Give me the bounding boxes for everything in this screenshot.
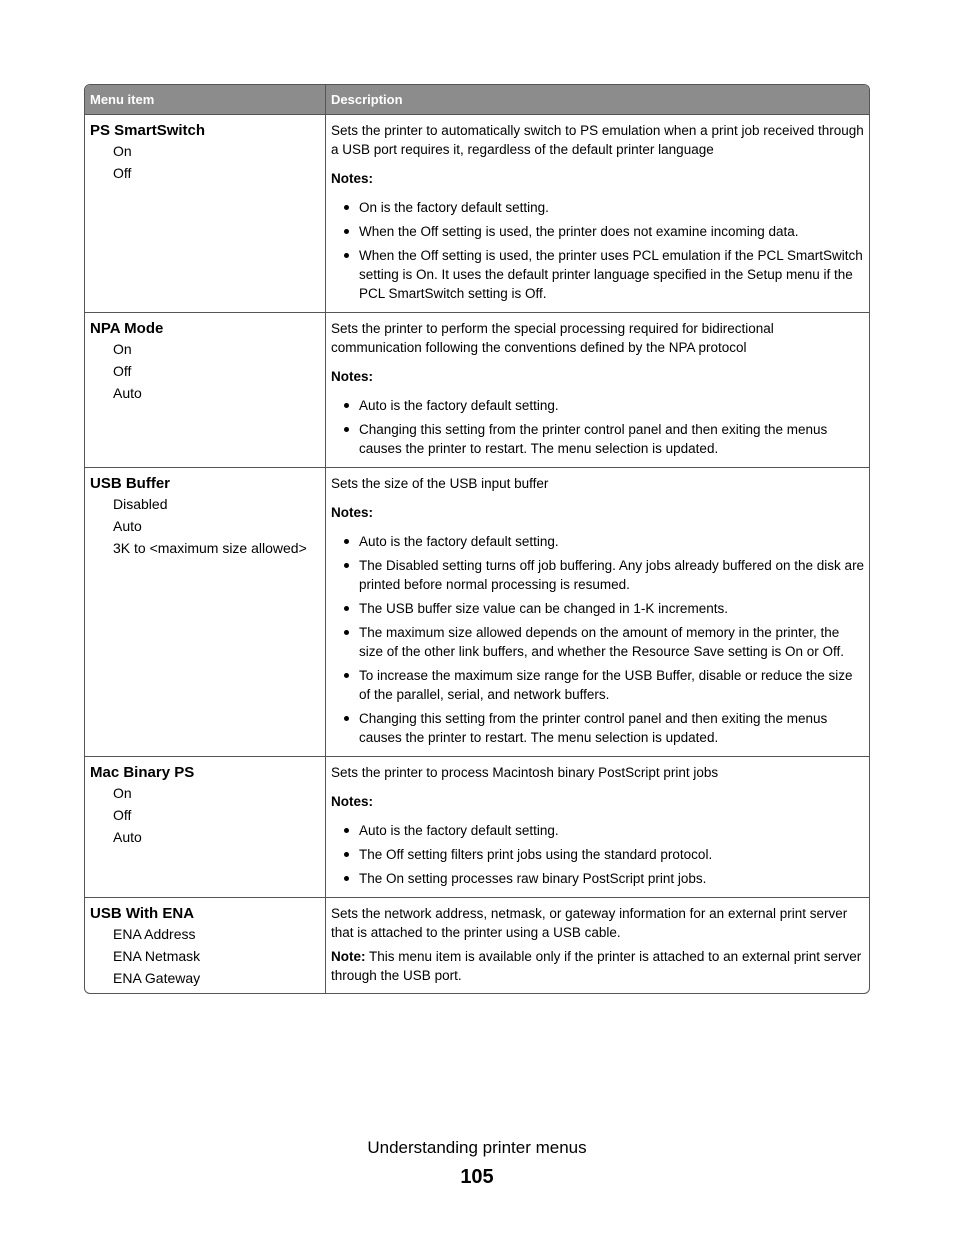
note-item: On is the factory default setting. [331,198,865,217]
note-item: Changing this setting from the printer control panel and then exiting the menus causes the printer to restart. The menu selection is updated. [331,709,865,747]
note-item: The On setting processes raw binary PostScript print jobs. [331,869,865,888]
notes-label: Notes: [331,505,374,520]
menu-option: Off [113,363,132,379]
note-item: Auto is the factory default setting. [331,821,865,840]
menu-option: On [113,785,132,801]
note-item: Auto is the factory default setting. [331,396,865,415]
description-cell [326,898,869,993]
description-text: Sets the network address, netmask, or gateway information for an external print server that is attached to the printer using a USB cable. [331,906,848,940]
note-item: The Off setting filters print jobs using the standard protocol. [331,845,865,864]
header-menu-item: Menu item [85,85,326,114]
table-row [85,115,869,313]
page-number: 105 [460,1166,494,1188]
menu-option: ENA Netmask [113,948,201,964]
description-text: Sets the size of the USB input buffer [331,476,549,491]
note-item: When the Off setting is used, the printer uses PCL emulation if the PCL SmartSwitch setting is On. It uses the default printer language specified in the Setup menu if the PCL SmartSwitch setting is Off. [331,246,865,303]
menu-table [84,84,870,994]
menu-item-title: PS SmartSwitch [90,122,206,139]
table-row [85,898,869,993]
description-text: Sets the printer to perform the special processing required for bidirectional communication following the conventions defined by the NPA protocol [331,321,774,355]
table-row [85,468,869,757]
menu-option: Disabled [113,496,168,512]
table-row [85,757,869,898]
menu-item-cell [85,313,326,467]
menu-item-title: USB With ENA [90,905,195,922]
menu-item-title: USB Buffer [90,475,171,492]
note-item: The Disabled setting turns off job buffering. Any jobs already buffered on the disk are printed before normal processing is resumed. [331,556,865,594]
table-row [85,313,869,468]
menu-item-cell [85,115,326,312]
menu-option: ENA Gateway [113,970,201,986]
menu-option: Auto [113,518,142,534]
footer-section-title: Understanding printer menus [367,1138,587,1157]
menu-item-title: Mac Binary PS [90,764,195,781]
note-text: This menu item is available only if the printer is attached to an external print server through the USB port. [331,949,862,983]
notes-list [331,396,865,458]
menu-item-cell [85,898,326,993]
note-item: Auto is the factory default setting. [331,532,865,551]
menu-item-title: NPA Mode [90,320,164,337]
description-cell [326,115,869,312]
note-label: Note: [331,949,366,964]
menu-option: Off [113,165,132,181]
notes-list [331,821,865,888]
notes-list [331,198,865,303]
notes-label: Notes: [331,369,374,384]
menu-option: 3K to <maximum size allowed> [113,540,307,556]
note-item: The USB buffer size value can be changed in 1-K increments. [331,599,865,618]
menu-option: Off [113,807,132,823]
menu-option: Auto [113,829,142,845]
description-cell [326,313,869,467]
note-item: The maximum size allowed depends on the amount of memory in the printer, the size of the other link buffers, and whether the Resource Save setting is On or Off. [331,623,865,661]
note-item: Changing this setting from the printer control panel and then exiting the menus causes the printer to restart. The menu selection is updated. [331,420,865,458]
table-header [85,85,869,115]
menu-item-cell [85,757,326,897]
notes-label: Notes: [331,794,374,809]
notes-label: Notes: [331,171,374,186]
description-cell [326,468,869,756]
menu-option: ENA Address [113,926,196,942]
menu-option: On [113,143,132,159]
description-text: Sets the printer to automatically switch to PS emulation when a print job received through a USB port requires it, regardless of the default printer language [331,123,864,157]
menu-option: On [113,341,132,357]
description-text: Sets the printer to process Macintosh binary PostScript print jobs [331,765,719,780]
menu-option: Auto [113,385,142,401]
header-description: Description [331,92,403,107]
note-item: To increase the maximum size range for the USB Buffer, disable or reduce the size of the parallel, serial, and network buffers. [331,666,865,704]
note-item: When the Off setting is used, the printer does not examine incoming data. [331,222,865,241]
notes-list [331,532,865,747]
description-cell [326,757,869,897]
menu-item-cell [85,468,326,756]
